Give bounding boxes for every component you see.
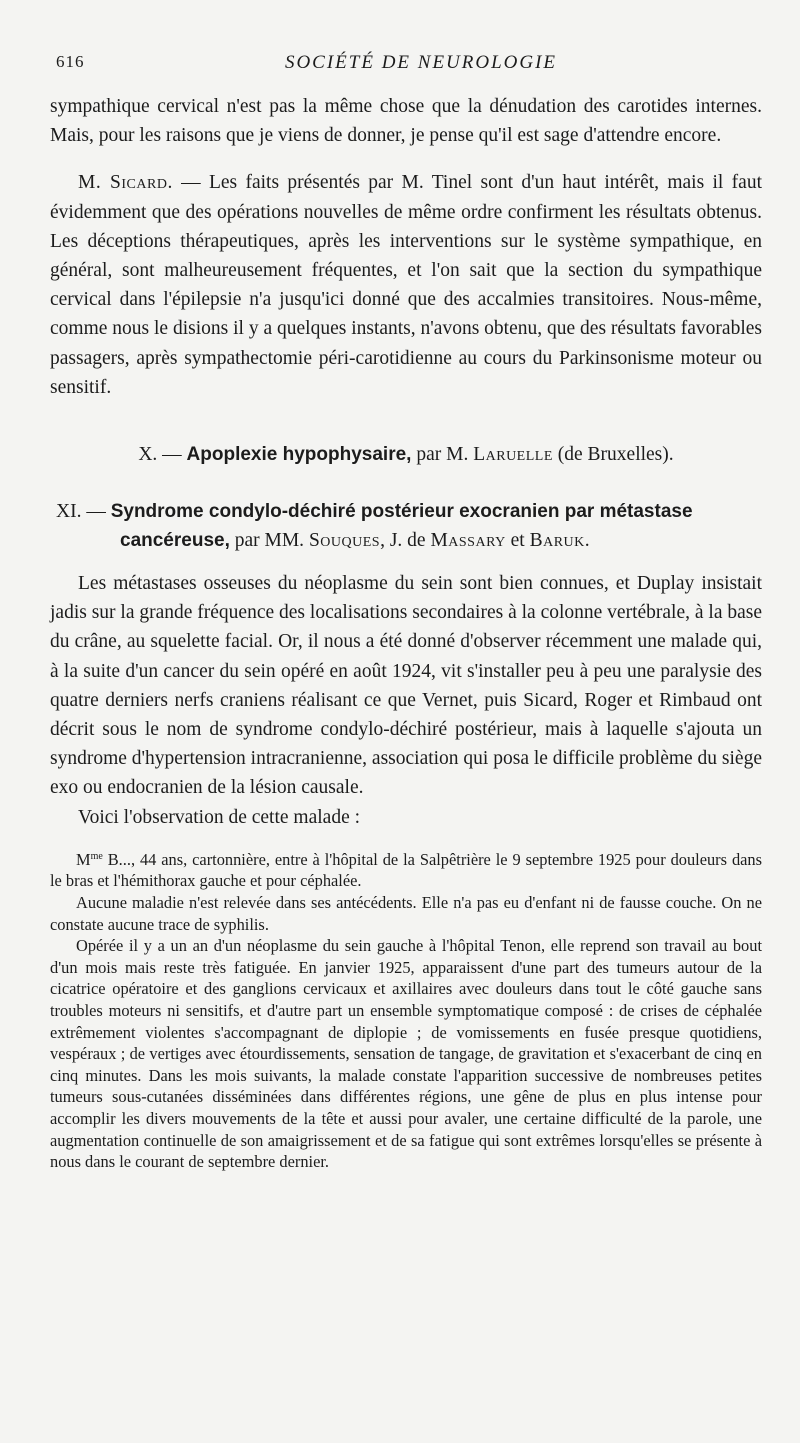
observation-paragraph-3: Opérée il y a un an d'un néoplasme du sein gauche à l'hôpital Tenon, elle reprend son travail au bout d'un mois mais reste très fatiguée. En janvier 1925, apparaissent d'une part des tumeurs autour de la cicatrice opératoire et des ganglions cervicaux et axillaires avec douleurs dans tout le côté gauche sans troubles moteurs ni sensitifs, et d'autre part un ensemble symptomatique composé : de crises de céphalée extrêmement violentes s'accompagnant de diplopie ; de vomissements en fusée presque quotidiens, vespéraux ; de vertiges avec étourdissements, sensation de tangage, de gravitation et s'exacerbant de cinq en cinq minutes. Dans les mois suivants, la malade constate l'apparition successive de nombreuses petites tumeurs sous-cutanées disséminées dans différentes régions, une gêne de plus en plus intense pour accomplir les divers mouvements de la tête et aussi pour avaler, une certaine difficulté de la parole, une augmentation continuelle de son amaigrissement et de sa fatigue qui sont extrêmes lorsqu'elles se présente à nous dans le courant de septembre dernier. — [50, 936, 762, 1172]
page — [50, 52, 762, 1173]
page-number: 616 — [56, 52, 85, 71]
section-xi-by: par MM. — [229, 530, 309, 552]
section-xi-author-baruk: Baruk — [529, 530, 585, 552]
section-xi-sep2: et — [505, 530, 530, 552]
patient-title-sup: me — [90, 850, 103, 862]
section-x-affiliation: (de Bruxelles). — [552, 444, 674, 466]
section-x-heading — [50, 440, 762, 469]
section-xi-heading — [50, 497, 762, 555]
section-x-number: X. — — [138, 444, 187, 466]
section-x-by: par M. — [411, 444, 474, 466]
section-xi-author-massary: Massary — [430, 530, 506, 552]
section-x-title: Apoplexie hypophysaire, — [186, 444, 412, 466]
section-xi-author-souques: Souques — [308, 530, 381, 552]
paragraph-metastases: Les métastases osseuses du néoplasme du sein sont bien connues, et Duplay insistait jadis sur la grande fréquence des localisations secondaires à la colonne vertébrale, à la base du crâne, au squelette facial. Or, il nous a été donné d'observer récemment une malade qui, à la suite d'un cancer du sein opéré en août 1924, vit s'installer peu à peu une paralysie des quatre derniers nerfs craniens réalisant ce que Vernet, puis Sicard, Roger et Rimbaud ont décrit sous le nom de syndrome condylo-déchiré postérieur, mais à laquelle s'ajouta un syndrome d'hypertension intracranienne, association qui posa le difficile problème du siège exo ou endocranien de la lésion causale. — [50, 573, 762, 799]
section-xi-number: XI. — — [56, 501, 111, 523]
section-xi-title: Syndrome condylo-déchiré postérieur exocranien par métastase cancéreuse, — [110, 501, 693, 552]
running-head — [50, 52, 762, 80]
section-xi-sep1: , J. de — [380, 530, 431, 552]
sicard-remarks: — Les faits présentés par M. Tinel sont d'un haut intérêt, mais il faut évidemment que des opérations nouvelles de même ordre confirment les résultats obtenus. Les déceptions thérapeutiques, après les interventions sur le système sympathique, en général, sont malheureusement fréquentes, et l'on sait que la section du sympathique cervical dans l'épilepsie n'a jusqu'ici donné que des accalmies transitoires. Nous-même, comme nous le disions il y a quelques instants, n'avons obtenu, que des résultats favorables passagers, après sympathectomie péri-carotidienne au cours du Parkinsonisme moteur ou sensitif. — [50, 172, 762, 398]
observation-1-text: B..., 44 ans, cartonnière, entre à l'hôpital de la Salpêtrière le 9 septembre 1925 pour douleurs dans le bras et l'hémithorax gauche et pour céphalée. — [50, 849, 762, 891]
paragraph-observation-intro: Voici l'observation de cette malade : — [78, 806, 361, 828]
paragraph-sicard — [50, 168, 762, 402]
section-x-author: Laruelle — [473, 444, 553, 466]
observation-block — [50, 846, 762, 1173]
speaker-name: M. Sicard. — [78, 172, 173, 194]
section-xi-end: . — [584, 530, 590, 552]
patient-title: M — [76, 849, 91, 869]
paragraph-continuation: sympathique cervical n'est pas la même chose que la dénudation des carotides internes. Mais, pour les raisons que je viens de donner, je pense qu'il est sage d'attendre encore. — [50, 96, 762, 147]
journal-title: SOCIÉTÉ DE NEUROLOGIE — [284, 52, 558, 73]
observation-paragraph-2: Aucune maladie n'est relevée dans ses antécédents. Elle n'a pas eu d'enfant ni de fausse couche. On ne constate aucune trace de syphilis. — [50, 893, 762, 934]
observation-paragraph-1 — [50, 846, 762, 892]
